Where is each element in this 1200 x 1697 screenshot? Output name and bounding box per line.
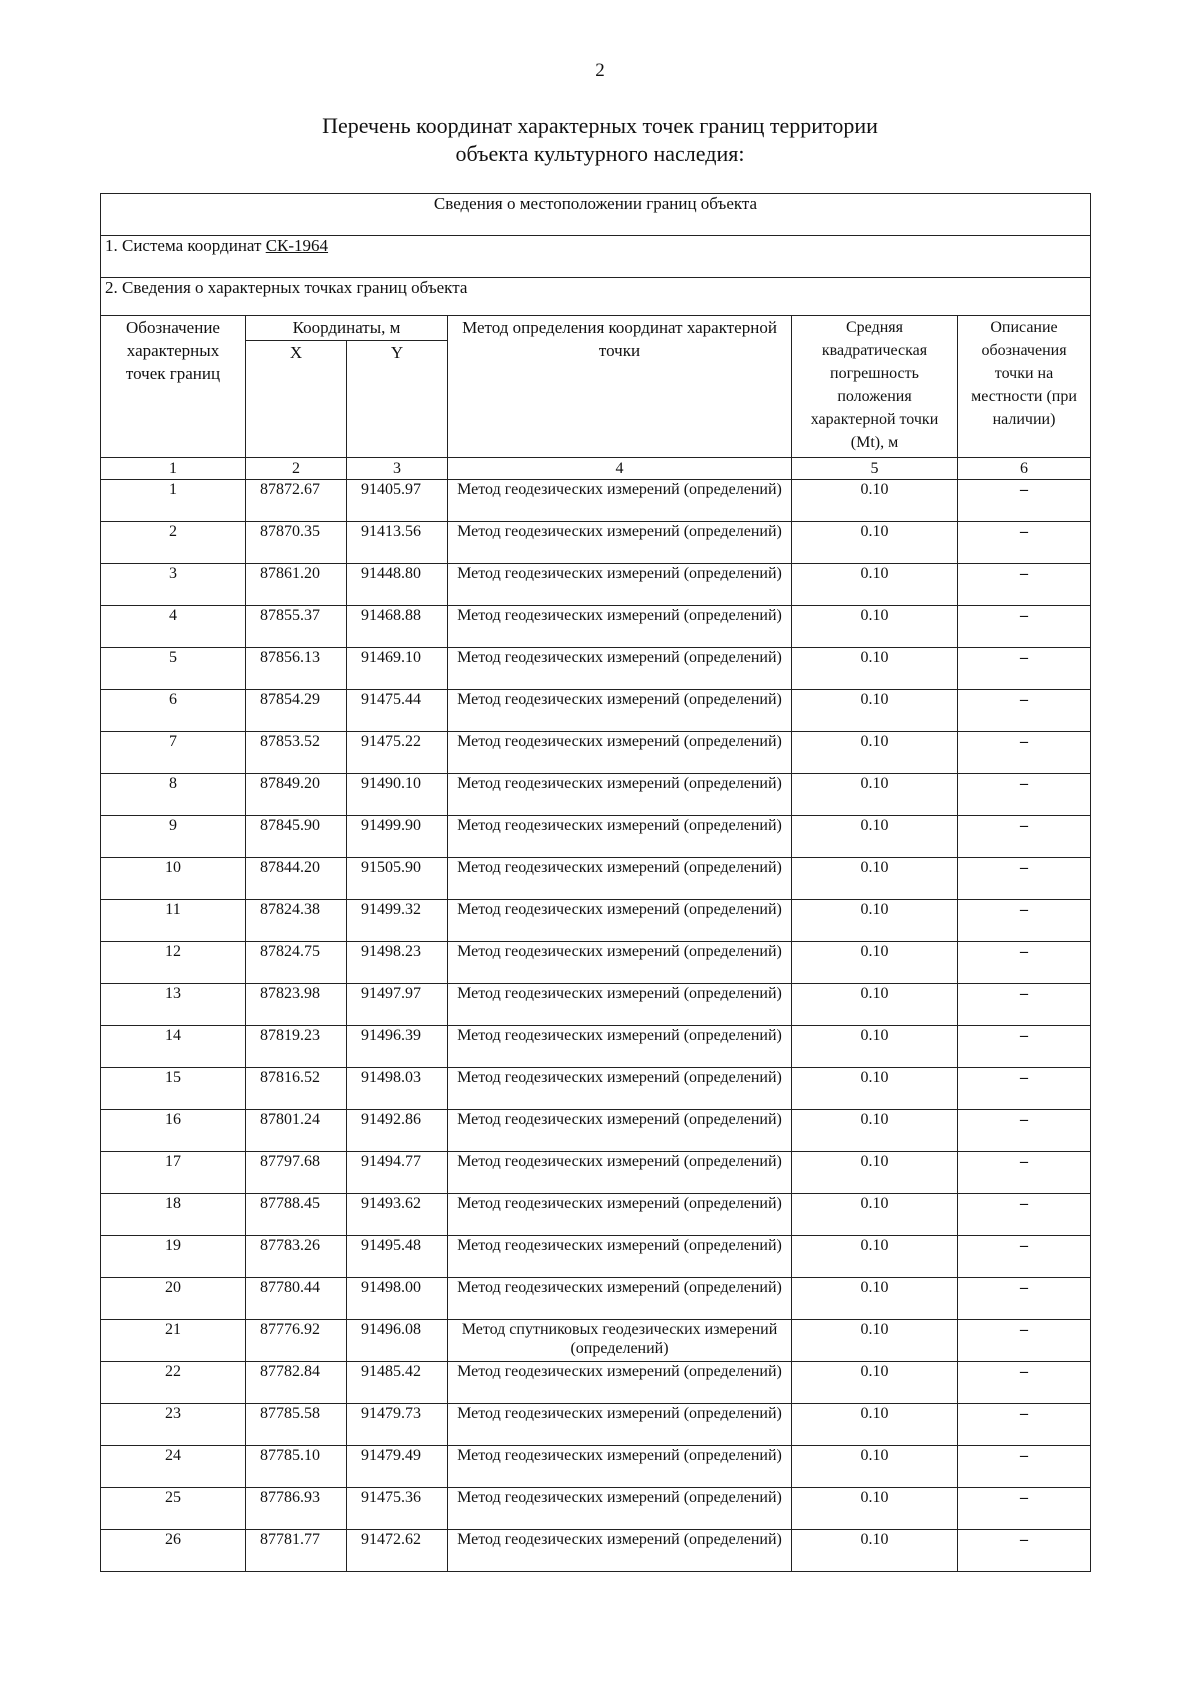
page-number: 2 [595,60,605,81]
method: Метод геодезических измерений (определений) [448,732,792,774]
coord-y: 91498.00 [347,1278,448,1320]
point-number: 13 [101,984,246,1026]
description: – [958,1362,1091,1404]
table-row [101,1320,1091,1362]
description: – [958,858,1091,900]
coord-y: 91494.77 [347,1152,448,1194]
page-title [0,112,1200,168]
description: – [958,1068,1091,1110]
coord-y: 91475.44 [347,690,448,732]
coord-system-label: 1. Система координат [105,236,266,255]
table-row [101,1278,1091,1320]
coord-x: 87855.37 [246,606,347,648]
method: Метод геодезических измерений (определений) [448,606,792,648]
point-number: 24 [101,1446,246,1488]
table-head [101,194,1091,480]
description: – [958,732,1091,774]
point-number: 17 [101,1152,246,1194]
description: – [958,1278,1091,1320]
description: – [958,690,1091,732]
coord-x: 87785.58 [246,1404,347,1446]
description: – [958,1530,1091,1572]
table-row [101,522,1091,564]
table-row [101,816,1091,858]
point-number: 15 [101,1068,246,1110]
table-row [101,732,1091,774]
table-body [101,480,1091,1572]
table-row [101,1194,1091,1236]
description: – [958,648,1091,690]
column-number: 1 [101,458,246,480]
error-value: 0.10 [792,732,958,774]
column-number: 3 [347,458,448,480]
table-row [101,480,1091,522]
error-value: 0.10 [792,900,958,942]
description: – [958,984,1091,1026]
table-row [101,858,1091,900]
error-value: 0.10 [792,774,958,816]
error-value: 0.10 [792,1236,958,1278]
error-value: 0.10 [792,984,958,1026]
error-value: 0.10 [792,942,958,984]
table-row [101,1362,1091,1404]
coord-x: 87861.20 [246,564,347,606]
table-row [101,1110,1091,1152]
coord-x: 87783.26 [246,1236,347,1278]
method: Метод геодезических измерений (определений) [448,1152,792,1194]
error-value: 0.10 [792,1278,958,1320]
point-number: 10 [101,858,246,900]
method: Метод геодезических измерений (определений) [448,1110,792,1152]
point-number: 12 [101,942,246,984]
method: Метод геодезических измерений (определений) [448,648,792,690]
point-number: 23 [101,1404,246,1446]
description: – [958,1488,1091,1530]
table-row [101,564,1091,606]
point-number: 14 [101,1026,246,1068]
table-row [101,1152,1091,1194]
coord-x: 87788.45 [246,1194,347,1236]
title-line-1: Перечень координат характерных точек границ территории [322,113,878,138]
description: – [958,1026,1091,1068]
point-number: 5 [101,648,246,690]
point-number: 4 [101,606,246,648]
coord-x: 87782.84 [246,1362,347,1404]
coord-x: 87776.92 [246,1320,347,1362]
col-designation-header: Обозначение характерных точек границ [101,316,246,458]
error-value: 0.10 [792,564,958,606]
method: Метод геодезических измерений (определений) [448,1194,792,1236]
coord-x: 87801.24 [246,1110,347,1152]
coord-x: 87824.38 [246,900,347,942]
points-header: 2. Сведения о характерных точках границ объекта [101,278,1091,316]
point-number: 25 [101,1488,246,1530]
coord-y: 91498.03 [347,1068,448,1110]
point-number: 3 [101,564,246,606]
coord-y: 91496.39 [347,1026,448,1068]
error-value: 0.10 [792,1320,958,1362]
column-number: 5 [792,458,958,480]
table-row [101,1236,1091,1278]
method: Метод геодезических измерений (определений) [448,1362,792,1404]
point-number: 21 [101,1320,246,1362]
table-row [101,1068,1091,1110]
col-coordinates-header: Координаты, м [246,316,448,341]
method: Метод геодезических измерений (определений) [448,1026,792,1068]
coord-system [101,236,1091,278]
method: Метод геодезических измерений (определений) [448,1278,792,1320]
description: – [958,1446,1091,1488]
coord-y: 91475.36 [347,1488,448,1530]
column-number: 4 [448,458,792,480]
table-row [101,900,1091,942]
coord-y: 91495.48 [347,1236,448,1278]
point-number: 8 [101,774,246,816]
coord-x: 87872.67 [246,480,347,522]
method: Метод геодезических измерений (определений) [448,984,792,1026]
coord-y: 91492.86 [347,1110,448,1152]
description: – [958,774,1091,816]
error-value: 0.10 [792,858,958,900]
method: Метод спутниковых геодезических измерений (определений) [448,1320,792,1362]
coord-x: 87853.52 [246,732,347,774]
error-value: 0.10 [792,1194,958,1236]
coord-x: 87819.23 [246,1026,347,1068]
table-row [101,1404,1091,1446]
section-header: Сведения о местоположении границ объекта [101,194,1091,236]
method: Метод геодезических измерений (определений) [448,480,792,522]
description: – [958,900,1091,942]
coord-y: 91413.56 [347,522,448,564]
coord-x: 87870.35 [246,522,347,564]
method: Метод геодезических измерений (определений) [448,1488,792,1530]
coord-x: 87844.20 [246,858,347,900]
coord-y: 91499.32 [347,900,448,942]
col-description-header: Описание обозначения точки на местности (при наличии) [958,316,1091,458]
coord-y: 91479.73 [347,1404,448,1446]
error-value: 0.10 [792,522,958,564]
coord-y: 91485.42 [347,1362,448,1404]
method: Метод геодезических измерений (определений) [448,522,792,564]
point-number: 11 [101,900,246,942]
col-y-header: Y [347,341,448,458]
description: – [958,480,1091,522]
error-value: 0.10 [792,1026,958,1068]
coord-y: 91475.22 [347,732,448,774]
point-number: 1 [101,480,246,522]
description: – [958,1404,1091,1446]
method: Метод геодезических измерений (определений) [448,858,792,900]
table-row [101,648,1091,690]
point-number: 22 [101,1362,246,1404]
error-value: 0.10 [792,690,958,732]
coord-x: 87854.29 [246,690,347,732]
coord-x: 87780.44 [246,1278,347,1320]
coord-y: 91472.62 [347,1530,448,1572]
coord-system-value: СК-1964 [265,236,329,255]
coord-x: 87856.13 [246,648,347,690]
coord-y: 91490.10 [347,774,448,816]
point-number: 6 [101,690,246,732]
coord-y: 91469.10 [347,648,448,690]
table-row [101,984,1091,1026]
column-number: 2 [246,458,347,480]
method: Метод геодезических измерений (определений) [448,564,792,606]
description: – [958,942,1091,984]
error-value: 0.10 [792,1152,958,1194]
coord-y: 91493.62 [347,1194,448,1236]
error-value: 0.10 [792,1530,958,1572]
coord-y: 91479.49 [347,1446,448,1488]
coord-x: 87849.20 [246,774,347,816]
table-row [101,942,1091,984]
error-value: 0.10 [792,816,958,858]
title-line-2: объекта культурного наследия: [455,141,745,166]
coord-y: 91448.80 [347,564,448,606]
point-number: 7 [101,732,246,774]
table-row [101,1488,1091,1530]
point-number: 26 [101,1530,246,1572]
coord-y: 91505.90 [347,858,448,900]
description: – [958,606,1091,648]
coord-x: 87786.93 [246,1488,347,1530]
coord-x: 87845.90 [246,816,347,858]
error-value: 0.10 [792,1362,958,1404]
description: – [958,1110,1091,1152]
error-value: 0.10 [792,1488,958,1530]
point-number: 18 [101,1194,246,1236]
coord-y: 91468.88 [347,606,448,648]
method: Метод геодезических измерений (определений) [448,900,792,942]
error-value: 0.10 [792,1446,958,1488]
point-number: 2 [101,522,246,564]
table-row [101,1446,1091,1488]
method: Метод геодезических измерений (определений) [448,774,792,816]
method: Метод геодезических измерений (определений) [448,1236,792,1278]
column-number: 6 [958,458,1091,480]
method: Метод геодезических измерений (определений) [448,1068,792,1110]
coord-x: 87824.75 [246,942,347,984]
col-x-header: X [246,341,347,458]
coord-y: 91496.08 [347,1320,448,1362]
coord-y: 91497.97 [347,984,448,1026]
error-value: 0.10 [792,480,958,522]
method: Метод геодезических измерений (определений) [448,1404,792,1446]
error-value: 0.10 [792,1068,958,1110]
coordinates-table [100,193,1091,1572]
col-method-header: Метод определения координат характерной точки [448,316,792,458]
coord-y: 91405.97 [347,480,448,522]
method: Метод геодезических измерений (определений) [448,1446,792,1488]
error-value: 0.10 [792,1404,958,1446]
method: Метод геодезических измерений (определений) [448,1530,792,1572]
error-value: 0.10 [792,1110,958,1152]
point-number: 16 [101,1110,246,1152]
error-value: 0.10 [792,648,958,690]
method: Метод геодезических измерений (определений) [448,942,792,984]
table-row [101,690,1091,732]
coord-x: 87797.68 [246,1152,347,1194]
point-number: 19 [101,1236,246,1278]
coord-y: 91498.23 [347,942,448,984]
coord-y: 91499.90 [347,816,448,858]
description: – [958,1194,1091,1236]
point-number: 20 [101,1278,246,1320]
coord-x: 87785.10 [246,1446,347,1488]
point-number: 9 [101,816,246,858]
table-row [101,1530,1091,1572]
table-row [101,774,1091,816]
coord-x: 87781.77 [246,1530,347,1572]
coord-x: 87816.52 [246,1068,347,1110]
description: – [958,816,1091,858]
table-row [101,1026,1091,1068]
description: – [958,522,1091,564]
error-value: 0.10 [792,606,958,648]
coord-x: 87823.98 [246,984,347,1026]
description: – [958,1152,1091,1194]
method: Метод геодезических измерений (определений) [448,816,792,858]
description: – [958,1236,1091,1278]
description: – [958,1320,1091,1362]
description: – [958,564,1091,606]
table-row [101,606,1091,648]
col-error-header: Средняя квадратическая погрешность положения характерной точки (Mt), м [792,316,958,458]
method: Метод геодезических измерений (определений) [448,690,792,732]
